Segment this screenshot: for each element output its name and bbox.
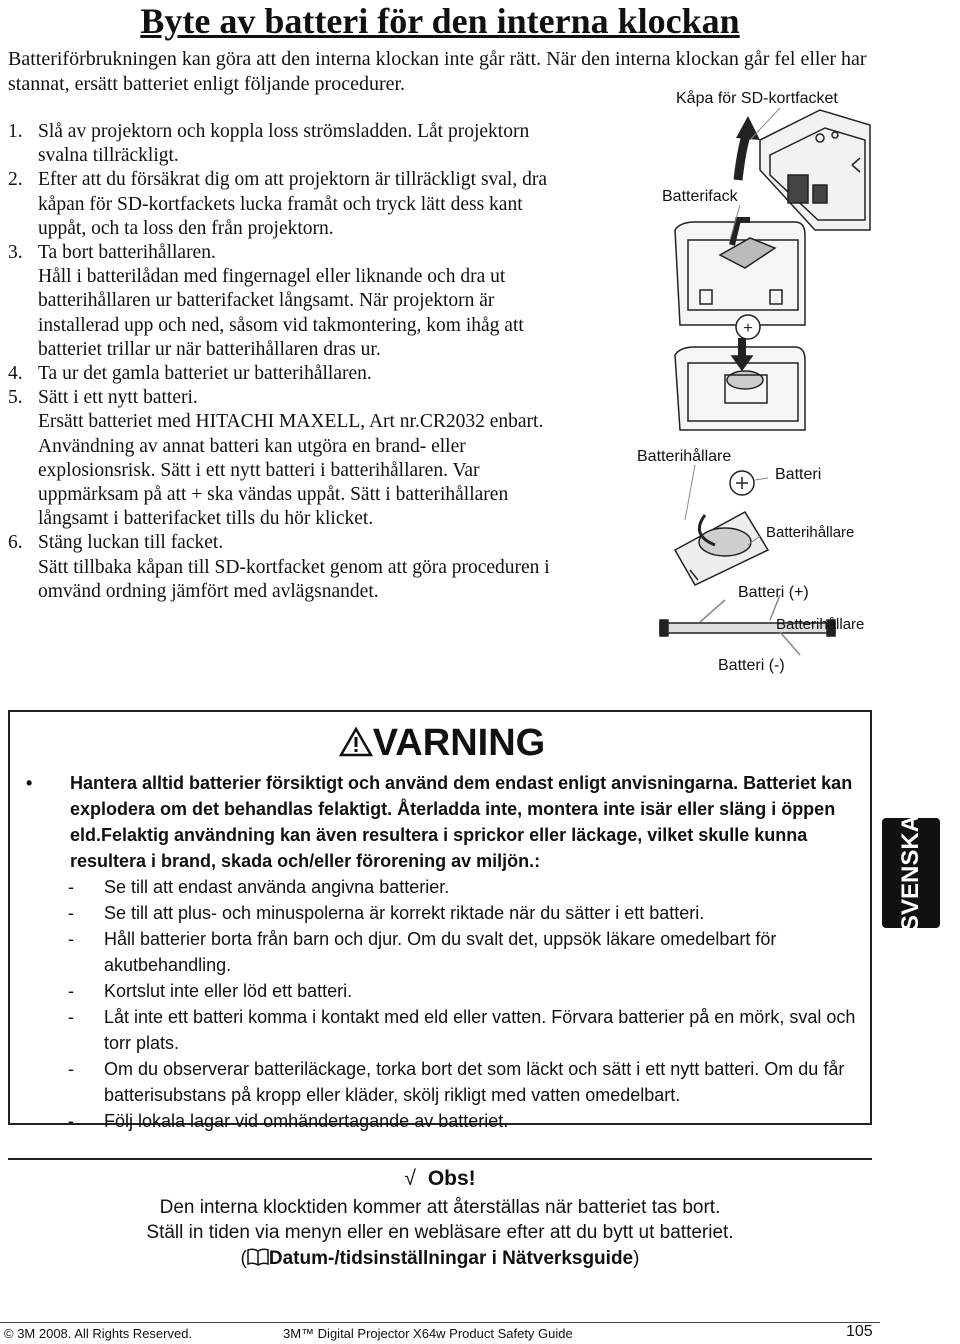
label-battery: Batteri — [775, 466, 822, 483]
step-1 — [8, 120, 568, 168]
footer-copyright: © 3M 2008. All Rights Reserved. — [4, 1326, 193, 1341]
label-battery-holder: Batterihållare — [637, 448, 732, 465]
dash-mark: - — [68, 1007, 74, 1027]
warning-item-text: Se till att endast använda angivna batterier. — [104, 877, 450, 897]
dash-mark: - — [68, 903, 74, 923]
warning-heading — [10, 722, 874, 765]
warning-item — [22, 1108, 862, 1134]
step-number: 2. — [8, 169, 23, 191]
bullet-mark: • — [26, 773, 33, 793]
warning-triangle-icon — [339, 727, 373, 757]
step-3 — [8, 241, 568, 265]
warning-item-text: Låt inte ett batteri komma i kontakt med eld eller vatten. Förvara batterier på en mörk, sval och torr plats. — [104, 1007, 856, 1053]
step-5 — [8, 386, 568, 410]
battery-holder-inserted-drawing — [675, 338, 805, 430]
dash-mark: - — [68, 1111, 74, 1131]
page-title: Byte av batteri för den interna klockan — [140, 1, 740, 41]
step-text: Efter att du försäkrat dig om att projektorn är tillräckligt sval, dra kåpan för SD-kortfackets lucka framåt och tryck lätt dess kant uppåt, och ta loss den från projektorn. — [38, 169, 547, 239]
dash-mark: - — [68, 877, 74, 897]
step-text: Sätt i ett nytt batteri. — [38, 387, 198, 409]
step-text: Stäng luckan till facket. — [38, 532, 224, 554]
projector-drawing — [760, 110, 870, 230]
dash-mark: - — [68, 981, 74, 1001]
label-battery-holder-2: Batterihållare — [766, 524, 855, 541]
dash-mark: - — [68, 1059, 74, 1079]
warning-item — [22, 900, 862, 926]
warning-item — [22, 926, 862, 978]
warning-item-text: Följ lokala lagar vid omhändertagande av batteriet. — [104, 1111, 509, 1131]
warning-content — [22, 770, 862, 1134]
footer-divider — [0, 1322, 880, 1323]
warning-item-text: Se till att plus- och minuspolerna är korrekt riktade när du sätter i ett batteri. — [104, 903, 705, 923]
reference-link[interactable]: Datum-/tidsinställningar i Nätverksguide — [268, 1248, 634, 1269]
book-icon — [247, 1248, 269, 1266]
warning-item — [22, 1056, 862, 1108]
warning-item-text: Kortslut inte eller löd ett batteri. — [104, 981, 353, 1001]
warning-item — [22, 1004, 862, 1056]
plus-sign: + — [743, 320, 753, 337]
step-2 — [8, 168, 568, 241]
step-text: Ta bort batterihållaren. — [38, 242, 216, 264]
step-4 — [8, 362, 568, 386]
warning-lead — [22, 770, 862, 874]
note-heading-text: Obs! — [427, 1167, 476, 1190]
step-number: 4. — [8, 363, 23, 385]
label-battery-plus: Batteri (+) — [738, 584, 809, 601]
steps-list — [8, 120, 568, 604]
step-number: 5. — [8, 387, 23, 409]
note-line-1: Den interna klocktiden kommer att återställas när batteriet tas bort. — [159, 1197, 721, 1218]
step-6 — [8, 531, 568, 555]
step-number: 3. — [8, 242, 23, 264]
step-text: Slå av projektorn och koppla loss strömsladden. Låt projektorn svalna tillräckligt. — [38, 121, 530, 167]
plus-circle-icon — [736, 315, 760, 339]
step-5-detail: Ersätt batteriet med HITACHI MAXELL, Art nr.CR2032 enbart. Användning av annat batteri kan utgöra en brand- eller explosionsrisk. Sätt i ett nytt batteri i batterihållaren. Var uppmärksam på att + ska vändas uppåt. Sätt i batterihållaren långsamt i batterifacket tills du hör klicket. — [38, 411, 544, 530]
intro-text: Batteriförbrukningen kan göra att den interna klockan inte går rätt. När den interna klockan går fel eller har stannat, ersätt batteriet enligt följande procedurer. — [8, 48, 867, 95]
label-battery-minus: Batteri (-) — [718, 657, 785, 674]
warning-box — [8, 710, 872, 1131]
battery-compartment-drawing — [675, 220, 805, 325]
cover-arrow-icon — [736, 116, 760, 180]
note-reference — [8, 1246, 872, 1272]
step-3-detail: Håll i batterilådan med fingernagel eller liknande och dra ut batterihållaren ur batterifacket långsamt. När projektorn är installerad upp och ned, såsom vid takmontering, kom ihåg att batteriet trillar ur när batterihållaren dras ur. — [38, 266, 524, 360]
step-number: 6. — [8, 532, 23, 554]
warning-item-text: Håll batterier borta från barn och djur. Om du svalt det, uppsök läkare omedelbart för akutbehandling. — [104, 929, 777, 975]
warning-item — [22, 874, 862, 900]
ref-open: ( — [240, 1248, 247, 1269]
warning-lead-text: Hantera alltid batterier försiktigt och använd dem endast enligt anvisningarna. Batteriet kan explodera om det behandlas felaktigt. Återladda inte, montera inte isär eller släng i öppen eld.Felaktig användning kan även resultera i sprickor eller läckage, vilket skulle kunna resultera i brand, skada och/eller förorening av miljön.: — [70, 773, 853, 871]
check-icon: √ — [404, 1167, 416, 1190]
label-battery-compartment: Batterifack — [662, 188, 738, 205]
language-tab — [882, 814, 940, 932]
dash-mark: - — [68, 929, 74, 949]
page-number: 105 — [846, 1323, 873, 1340]
note-divider — [8, 1158, 872, 1160]
label-battery-holder-3: Batterihållare — [776, 616, 865, 633]
battery-holder-drawing — [675, 471, 768, 585]
footer-product: 3M™ Digital Projector X64w Product Safety Guide — [283, 1326, 573, 1341]
step-text: Ta ur det gamla batteriet ur batterihållaren. — [38, 363, 372, 385]
ref-close: ) — [633, 1248, 640, 1269]
warning-item — [22, 978, 862, 1004]
note-line-2: Ställ in tiden via menyn eller en webläsare efter att du bytt ut batteriet. — [146, 1222, 734, 1243]
note-heading — [8, 1166, 872, 1192]
warning-heading-text: VARNING — [372, 722, 546, 764]
language-tab-label: SVENSKA — [897, 814, 924, 932]
label-sd-cover: Kåpa för SD-kortfacket — [676, 90, 838, 107]
step-6-detail: Sätt tillbaka kåpan till SD-kortfacket genom att göra proceduren i omvänd ordning jämfört med avlägsnandet. — [38, 556, 550, 602]
step-number: 1. — [8, 121, 23, 142]
warning-item-text: Om du observerar batteriläckage, torka bort det som läckt och sätt i ett nytt batteri. Om du får batterisubstans på kropp eller kläder, skölj rikligt med vatten omedelbart. — [104, 1059, 845, 1105]
